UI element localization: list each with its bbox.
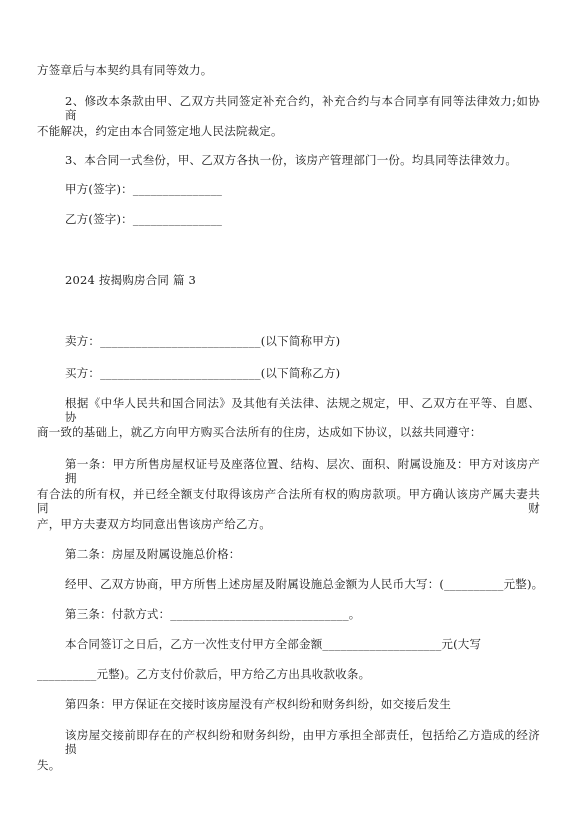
text-line: __________元整)。乙方支付价款后，甲方给乙方出具收款收条。 (37, 667, 371, 681)
signature-line-party-b: 乙方(签字)：_______________ (65, 212, 223, 226)
text-line: 不能解决，约定由本合同签定地人民法院裁定。 (37, 124, 283, 138)
article-4: 第四条：甲方保证在交接时该房屋没有产权纠纷和财务纠纷，如交接后发生 (65, 697, 452, 711)
text-line: 本合同签订之日后，乙方一次性支付甲方全部金额____________________元(大写 (65, 637, 482, 651)
section-title: 2024 按揭购房合同 篇 3 (65, 273, 197, 287)
text-line: 经甲、乙双方协商，甲方所售上述房屋及附属设施总金额为人民币大写：(__________元整)。 (65, 577, 544, 591)
buyer-line: 买方：___________________________(以下简称乙方) (65, 366, 341, 380)
text-line: 有合法的所有权，并已经全额支付取得该房产合法所有权的购房款项。甲方确认该房产属夫妻共同财 (37, 487, 540, 515)
seller-line: 卖方：___________________________(以下简称甲方) (65, 334, 341, 348)
text-line: 失。 (37, 758, 61, 772)
text-line: 2、修改本条款由甲、乙双方共同签定补充合约，补充合约与本合同享有同等法律效力;如协商 (65, 94, 540, 122)
text-line: 3、本合同一式叁份，甲、乙双方各执一份，该房产管理部门一份。均具同等法律效力。 (65, 153, 518, 167)
text-line: 根据《中华人民共和国合同法》及其他有关法律、法规之规定，甲、乙双方在平等、自愿、协 (65, 396, 540, 424)
text-line: 该房屋交接前即存在的产权纠纷和财务纠纷，由甲方承担全部责任，包括给乙方造成的经济损 (65, 728, 540, 756)
signature-line-party-a: 甲方(签字)：_______________ (65, 182, 223, 196)
article-2: 第二条：房屋及附属设施总价格： (65, 547, 241, 561)
text-line: 方签章后与本契约具有同等效力。 (37, 63, 213, 77)
article-3: 第三条：付款方式：______________________________。 (65, 607, 361, 621)
text-line: 产，甲方夫妻双方均同意出售该房产给乙方。 (37, 517, 271, 531)
text-line: 商一致的基础上，就乙方向甲方购买合法所有的住房，达成如下协议，以兹共同遵守： (37, 425, 482, 439)
article-1: 第一条：甲方所售房屋权证号及座落位置、结构、层次、面积、附属设施及：甲方对该房产拥 (65, 457, 540, 485)
